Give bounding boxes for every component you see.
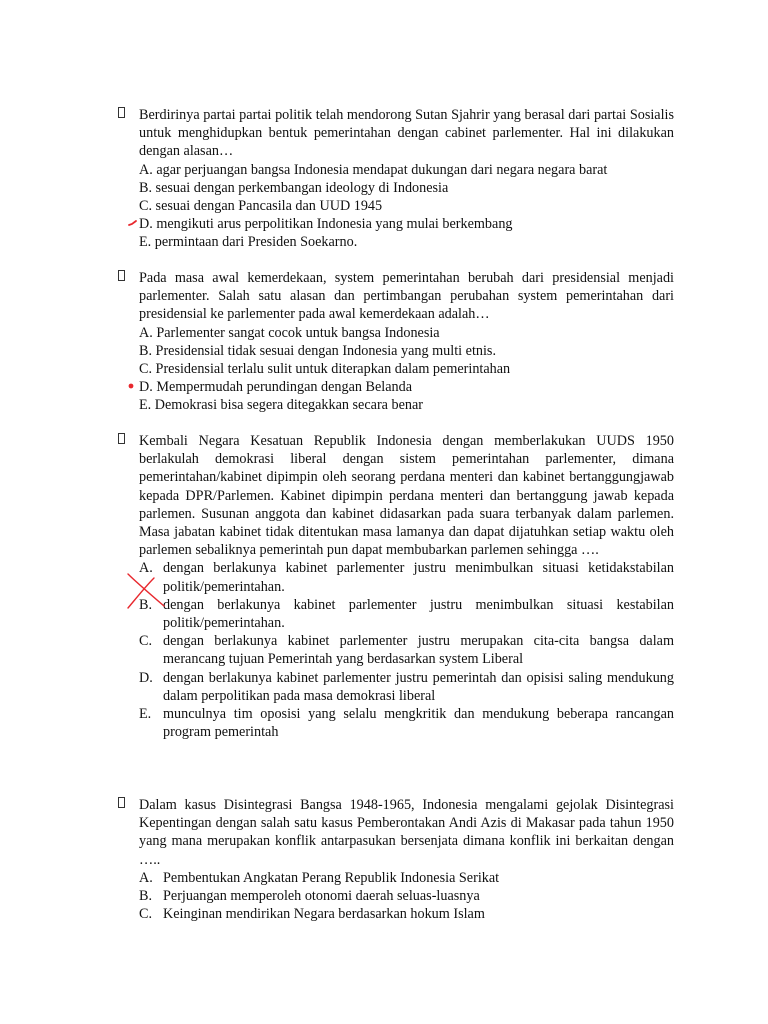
option-e [139,705,674,741]
question-3 [118,432,674,741]
option-d: D. Mempermudah perundingan dengan Belanda [139,379,413,396]
option-text: dengan berlakunya kabinet parlementer justru menimbulkan situasi ketidakstabilan politik/pemerintahan. [163,560,674,595]
option-text: Perjuangan memperoleh otonomi daerah seluas-luasnya [163,888,480,905]
option-letter: C. [139,906,153,923]
option-b: B. Presidensial tidak sesuai dengan Indonesia yang multi etnis. [139,342,496,359]
question-1 [118,106,674,252]
option-b: B. sesuai dengan perkembangan ideology di Indonesia [139,179,449,196]
bullet-box-icon [118,433,125,444]
option-text: munculnya tim oposisi yang selalu mengkritik dan mendukung beberapa rancangan program pemerintah [163,706,674,741]
option-text: dengan berlakunya kabinet parlementer justru merupakan cita-cita bangsa dalam merancang tujuan Pemerintah yang berdasarkan system Liberal [163,633,674,668]
option-text: Keinginan mendirikan Negara berdasarkan hokum Islam [163,906,485,923]
option-text: Pembentukan Angkatan Perang Republik Indonesia Serikat [163,869,500,886]
option-a [139,869,674,887]
option-a [139,559,674,595]
question-4 [118,796,674,923]
bullet-box-icon [118,107,125,118]
question-text: Dalam kasus Disintegrasi Bangsa 1948-1965, Indonesia mengalami gejolak Disintegrasi Kepentingan dengan salah satu kasus Pemberontakan Andi Azis di Makasar pada tahun 1950 yang mana merupakan konflik antarpasukan bersenjata dimana konflik ini berkaitan dengan ….. [139,797,674,868]
option-letter: B. [139,596,153,613]
option-text: dengan berlakunya kabinet parlementer justru pemerintah dan opisisi saling mendukung dalam perpolitikan pada masa demokrasi liberal [163,669,674,704]
option-c [139,632,674,668]
option-a: A. agar perjuangan bangsa Indonesia mendapat dukungan dari negara negara barat [139,161,608,178]
cross-mark [120,570,168,612]
bullet-box-icon [118,270,125,281]
option-e: E. permintaan dari Presiden Soekarno. [139,234,358,251]
option-d: D. mengikuti arus perpolitikan Indonesia yang mulai berkembang [139,216,513,233]
option-b [139,887,674,905]
option-c: C. Presidensial terlalu sulit untuk diterapkan dalam pemerintahan [139,361,511,378]
answer-tick-mark [127,218,139,230]
answer-dot-mark [126,380,138,392]
option-c [139,905,674,923]
option-d [139,669,674,705]
option-letter: A. [139,560,153,577]
bullet-box-icon [118,797,125,808]
option-a: A. Parlementer sangat cocok untuk bangsa Indonesia [139,324,440,341]
question-text: Kembali Negara Kesatuan Republik Indonesia dengan memberlakukan UUDS 1950 berlakulah demokrasi liberal dengan sistem pemerintahan parlementer, dimana pemerintahan/kabinet dipimpin oleh seorang perdana menteri dan kabinet bertanggungjawab kepada DPR/Parlemen. Kabinet dipimpin perdana menteri dan bertanggung jawab kepada parlemen. Susunan anggota dan kabinet didasarkan pada suara terbanyak dalam parlemen. Masa jabatan kabinet tidak ditentukan masa lamanya dan dapat dijatuhkan setiap waktu oleh parlemen sebaliknya pemerintah pun dapat membubarkan parlemen sehingga …. [139,433,674,559]
option-text: dengan berlakunya kabinet parlementer justru menimbulkan situasi kestabilan politik/pemerintahan. [163,596,674,632]
option-b [139,596,674,632]
option-letter: C. [139,633,153,650]
option-e: E. Demokrasi bisa segera ditegakkan secara benar [139,397,424,414]
option-letter: B. [139,888,153,905]
option-letter: E. [139,706,152,723]
question-text: Pada masa awal kemerdekaan, system pemerintahan berubah dari presidensial menjadi parlementer. Salah satu alasan dan pertimbangan perubahan system pemerintahan dari presidensial ke parlementer pada awal kemerdekaan adalah… [139,270,674,323]
question-text: Berdirinya partai partai politik telah mendorong Sutan Sjahrir yang berasal dari partai Sosialis untuk menghidupkan bentuk pemerintahan dengan cabinet parlementer. Hal ini dilakukan dengan alasan… [139,107,674,160]
option-letter: A. [139,869,153,886]
question-2 [118,269,674,415]
option-letter: D. [139,669,153,686]
option-c: C. sesuai dengan Pancasila dan UUD 1945 [139,198,383,215]
